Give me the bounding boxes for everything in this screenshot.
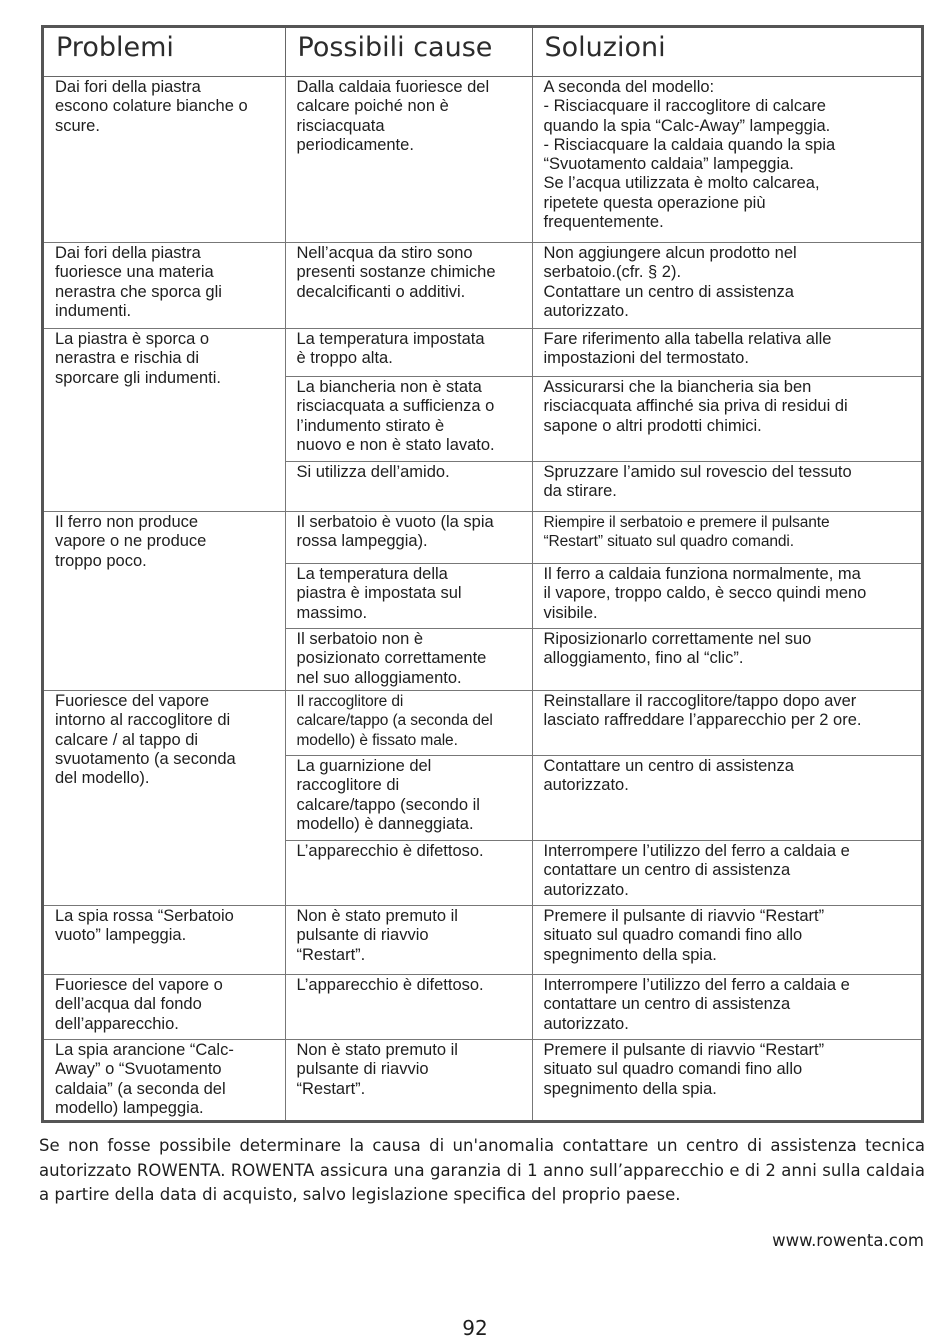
solution-cell: Fare riferimento alla tabella relativa alle impostazioni del termostato. xyxy=(532,329,921,377)
page-number: 92 xyxy=(462,1316,488,1340)
header-possibili-cause: Possibili cause xyxy=(285,28,532,77)
cause-cell: Il raccoglitore di calcare/tappo (a seconda del modello) è fissato male. xyxy=(285,691,532,756)
cause-cell: La biancheria non è stata risciacquata a sufficienza o l’indumento stirato è nuovo e non è stato lavato. xyxy=(285,377,532,462)
header-soluzioni: Soluzioni xyxy=(532,28,921,77)
solution-cell: A seconda del modello: - Risciacquare il raccoglitore di calcare quando la spia “Calc-Away” lampeggia. - Risciacquare la caldaia quando la spia “Svuotamento caldaia” lampeggia. Se l’acqua utilizzata è molto calcarea, ripetete questa operazione più frequentemente. xyxy=(532,77,921,243)
warranty-paragraph: Se non fosse possibile determinare la causa di un'anomalia contattare un centro di assistenza tecnica autorizzato ROWENTA. ROWENTA assicura una garanzia di 1 anno sull’apparecchio e di 2 anni sulla caldaia a partire della data di acquisto, salvo legislazione specifica del proprio paese. xyxy=(39,1136,925,1204)
problem-cell: Fuoriesce del vapore intorno al raccoglitore di calcare / al tappo di svuotamento (a seconda del modello). xyxy=(44,691,285,906)
solution-cell: Spruzzare l’amido sul rovescio del tessuto da stirare. xyxy=(532,462,921,512)
cause-cell: Il serbatoio non è posizionato correttamente nel suo alloggiamento. xyxy=(285,629,532,691)
problem-cell: Fuoriesce del vapore o dell’acqua dal fondo dell’apparecchio. xyxy=(44,975,285,1040)
troubleshooting-table xyxy=(41,25,924,1123)
problem-cell: La spia rossa “Serbatoio vuoto” lampeggia. xyxy=(44,906,285,975)
table-header-row xyxy=(44,28,921,77)
table-row xyxy=(44,975,921,1040)
solution-cell: Riposizionarlo correttamente nel suo alloggiamento, fino al “clic”. xyxy=(532,629,921,691)
cause-cell: Si utilizza dell’amido. xyxy=(285,462,532,512)
solution-cell: Assicurarsi che la biancheria sia ben risciacquata affinché sia priva di residui di sapone o altri prodotti chimici. xyxy=(532,377,921,462)
table-row xyxy=(44,691,921,756)
solution-cell: Contattare un centro di assistenza autorizzato. xyxy=(532,756,921,841)
cause-cell: La guarnizione del raccoglitore di calcare/tappo (secondo il modello) è danneggiata. xyxy=(285,756,532,841)
cause-cell: Non è stato premuto il pulsante di riavvio “Restart”. xyxy=(285,906,532,975)
cause-cell: Il serbatoio è vuoto (la spia rossa lampeggia). xyxy=(285,512,532,564)
solution-cell: Non aggiungere alcun prodotto nel serbatoio.(cfr. § 2). Contattare un centro di assistenza autorizzato. xyxy=(532,243,921,329)
table-row xyxy=(44,512,921,564)
solution-cell: Premere il pulsante di riavvio “Restart” situato sul quadro comandi fino allo spegnimento della spia. xyxy=(532,906,921,975)
cause-cell: L’apparecchio è difettoso. xyxy=(285,975,532,1040)
problem-cell: La spia arancione “Calc- Away” o “Svuotamento caldaia” (a seconda del modello) lampeggia. xyxy=(44,1040,285,1121)
problem-cell: La piastra è sporca o nerastra e rischia di sporcare gli indumenti. xyxy=(44,329,285,512)
solution-cell: Riempire il serbatoio e premere il pulsante “Restart” situato sul quadro comandi. xyxy=(532,512,921,564)
table-row xyxy=(44,243,921,329)
header-problemi: Problemi xyxy=(44,28,285,77)
cause-cell: Dalla caldaia fuoriesce del calcare poiché non è risciacquata periodicamente. xyxy=(285,77,532,243)
problem-cell: Dai fori della piastra fuoriesce una materia nerastra che sporca gli indumenti. xyxy=(44,243,285,329)
cause-cell: Nell’acqua da stiro sono presenti sostanze chimiche decalcificanti o additivi. xyxy=(285,243,532,329)
solution-cell: Interrompere l’utilizzo del ferro a caldaia e contattare un centro di assistenza autorizzato. xyxy=(532,975,921,1040)
cause-cell: Non è stato premuto il pulsante di riavvio “Restart”. xyxy=(285,1040,532,1121)
problem-cell: Dai fori della piastra escono colature bianche o scure. xyxy=(44,77,285,243)
table-row xyxy=(44,906,921,975)
table-row xyxy=(44,77,921,243)
solution-cell: Interrompere l’utilizzo del ferro a caldaia e contattare un centro di assistenza autorizzato. xyxy=(532,841,921,906)
solution-cell: Reinstallare il raccoglitore/tappo dopo aver lasciato raffreddare l’apparecchio per 2 ore. xyxy=(532,691,921,756)
solution-cell: Il ferro a caldaia funziona normalmente, ma il vapore, troppo caldo, è secco quindi meno visibile. xyxy=(532,564,921,629)
solution-cell: Premere il pulsante di riavvio “Restart” situato sul quadro comandi fino allo spegnimento della spia. xyxy=(532,1040,921,1121)
table-row xyxy=(44,1040,921,1121)
table-row xyxy=(44,329,921,377)
problem-cell: Il ferro non produce vapore o ne produce troppo poco. xyxy=(44,512,285,691)
website-link[interactable]: www.rowenta.com xyxy=(772,1231,924,1250)
cause-cell: La temperatura della piastra è impostata sul massimo. xyxy=(285,564,532,629)
cause-cell: La temperatura impostata è troppo alta. xyxy=(285,329,532,377)
cause-cell: L’apparecchio è difettoso. xyxy=(285,841,532,906)
